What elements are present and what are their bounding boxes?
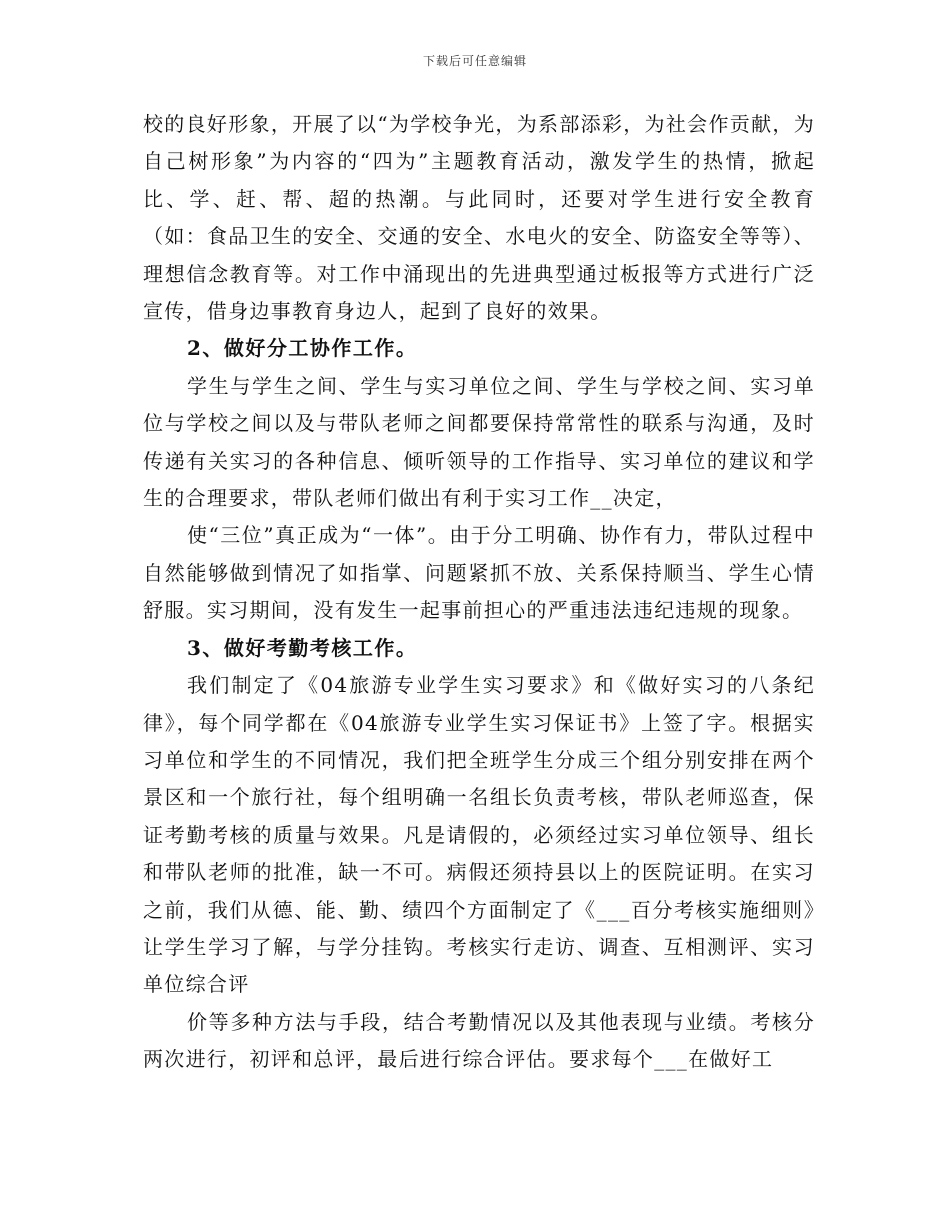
document-body bbox=[143, 106, 815, 1079]
paragraph-evaluation: 价等多种方法与手段，结合考勤情况以及其他表现与业绩。考核分两次进行，初评和总评，最后进行综合评估。要求每个___在做好工 bbox=[143, 1009, 815, 1072]
paragraph-attendance: 我们制定了《04旅游专业学生实习要求》和《做好实习的八条纪律》，每个同学都在《04旅游专业学生实习保证书》上签了字。根据实习单位和学生的不同情况，我们把全班学生分成三个组分别安排在两个景区和一个旅行社，每个组明确一名组长负责考核，带队老师巡查，保证考勤考核的质量与效果。凡是请假的，必须经过实习单位领导、组长和带队老师的批准，缺一不可。病假还须持县以上的医院证明。在实习之前，我们从德、能、勤、绩四个方面制定了《___百分考核实施细则》让学生学习了解，与学分挂钩。考核实行走访、调查、互相测评、实习单位综合评 bbox=[143, 673, 815, 997]
section-heading-2: 2、做好分工协作工作。 bbox=[187, 336, 418, 361]
page-header: 下载后可任意编辑 bbox=[422, 54, 527, 68]
paragraph-unity: 使“三位”真正成为“一体”。由于分工明确、协作有力，带队过程中自然能够做到情况了如指掌、问题紧抓不放、关系保持顺当、学生心情舒服。实习期间，没有发生一起事前担心的严重违法违纪违规的现象。 bbox=[143, 523, 815, 623]
section-heading-3: 3、做好考勤考核工作。 bbox=[187, 635, 418, 660]
paragraph-intro: 校的良好形象，开展了以“为学校争光，为系部添彩，为社会作贡献，为自己树形象”为内容的“四为”主题教育活动，激发学生的热情，掀起比、学、赶、帮、超的热潮。与此同时，还要对学生进行安全教育（如：食品卫生的安全、交通的安全、水电火的安全、防盗安全等等）、理想信念教育等。对工作中涌现出的先进典型通过板报等方式进行广泛宣传，借身边事教育身边人，起到了良好的效果。 bbox=[143, 112, 815, 324]
paragraph-cooperation: 学生与学生之间、学生与实习单位之间、学生与学校之间、实习单位与学校之间以及与带队老师之间都要保持常常性的联系与沟通，及时传递有关实习的各种信息、倾听领导的工作指导、实习单位的建议和学生的合理要求，带队老师们做出有利于实习工作__决定， bbox=[143, 373, 815, 511]
